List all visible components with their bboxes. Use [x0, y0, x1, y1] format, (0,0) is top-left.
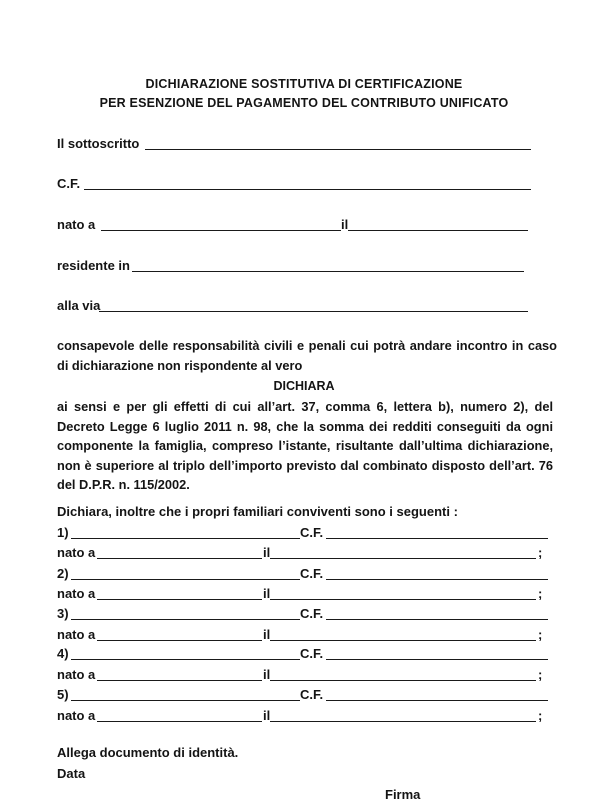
family-cf-label: C.F.	[300, 687, 324, 702]
family-nato-a-label: nato a	[57, 627, 96, 642]
family-nato-a-label: nato a	[57, 545, 96, 560]
family-semicolon: ;	[538, 708, 543, 723]
family-name-field[interactable]	[71, 538, 300, 539]
nato-a-label: nato a	[57, 217, 96, 232]
family-row-number: 2)	[57, 566, 69, 581]
family-il-label: il	[263, 667, 271, 682]
family-name-field[interactable]	[71, 700, 300, 701]
familiari-intro: Dichiara, inoltre che i propri familiari conviventi sono i seguenti :	[57, 504, 458, 519]
family-date-field[interactable]	[270, 558, 536, 559]
family-semicolon: ;	[538, 627, 543, 642]
family-cf-field[interactable]	[326, 579, 548, 580]
family-cf-field[interactable]	[326, 700, 548, 701]
document-title-line2: PER ESENZIONE DEL PAGAMENTO DEL CONTRIBUTO UNIFICATO	[99, 96, 509, 110]
family-il-label: il	[263, 627, 271, 642]
family-cf-label: C.F.	[300, 566, 324, 581]
residente-label: residente in	[57, 258, 130, 273]
family-date-field[interactable]	[270, 680, 536, 681]
family-nato-a-label: nato a	[57, 708, 96, 723]
allega-documento: Allega documento di identità.	[57, 745, 239, 760]
cf-label: C.F.	[57, 176, 81, 191]
family-semicolon: ;	[538, 586, 543, 601]
family-name-field[interactable]	[71, 579, 300, 580]
family-semicolon: ;	[538, 667, 543, 682]
family-name-field[interactable]	[71, 659, 300, 660]
family-name-field[interactable]	[71, 619, 300, 620]
family-il-label: il	[263, 586, 271, 601]
family-cf-label: C.F.	[300, 646, 324, 661]
family-nato-a-label: nato a	[57, 667, 96, 682]
family-il-label: il	[263, 545, 271, 560]
il-label: il	[341, 217, 349, 232]
sottoscritto-label: Il sottoscritto	[57, 136, 140, 151]
consapevole-paragraph: consapevole delle responsabilità civili e penali cui potrà andare incontro in caso di dichiarazione non rispondente al vero	[57, 338, 557, 373]
dichiara-heading: DICHIARA	[273, 379, 335, 393]
family-cf-label: C.F.	[300, 525, 324, 540]
family-nato-a-field[interactable]	[97, 599, 262, 600]
dichiara-paragraph: ai sensi e per gli effetti di cui all’art. 37, comma 6, lettera b), numero 2), del Decreto Legge 6 luglio 2011 n. 98, che la somma dei redditi conseguiti da ogni componente la famiglia, compreso l’istante, risultante dall’ultima dichiarazione, non è superiore al triplo dell’importo previsto dal combinato disposto dell’art. 76 del D.P.R. n. 115/2002.	[57, 399, 553, 492]
family-row-number: 4)	[57, 646, 69, 661]
family-nato-a-field[interactable]	[97, 721, 262, 722]
sottoscritto-field[interactable]	[145, 149, 531, 150]
family-date-field[interactable]	[270, 599, 536, 600]
family-nato-a-label: nato a	[57, 586, 96, 601]
family-cf-field[interactable]	[326, 538, 548, 539]
family-nato-a-field[interactable]	[97, 640, 262, 641]
family-cf-field[interactable]	[326, 659, 548, 660]
firma-label: Firma	[385, 787, 421, 802]
alla-via-label: alla via	[57, 298, 101, 313]
residente-field[interactable]	[132, 271, 524, 272]
family-il-label: il	[263, 708, 271, 723]
family-nato-a-field[interactable]	[97, 558, 262, 559]
document-title-line1: DICHIARAZIONE SOSTITUTIVA DI CERTIFICAZIONE	[145, 77, 463, 91]
nato-a-field[interactable]	[101, 230, 341, 231]
family-semicolon: ;	[538, 545, 543, 560]
family-row-number: 5)	[57, 687, 69, 702]
family-row-number: 3)	[57, 606, 69, 621]
family-cf-label: C.F.	[300, 606, 324, 621]
family-nato-a-field[interactable]	[97, 680, 262, 681]
family-cf-field[interactable]	[326, 619, 548, 620]
data-nascita-field[interactable]	[348, 230, 528, 231]
family-date-field[interactable]	[270, 640, 536, 641]
family-row-number: 1)	[57, 525, 69, 540]
family-date-field[interactable]	[270, 721, 536, 722]
alla-via-field[interactable]	[99, 311, 528, 312]
data-label: Data	[57, 766, 86, 781]
cf-field[interactable]	[84, 189, 531, 190]
